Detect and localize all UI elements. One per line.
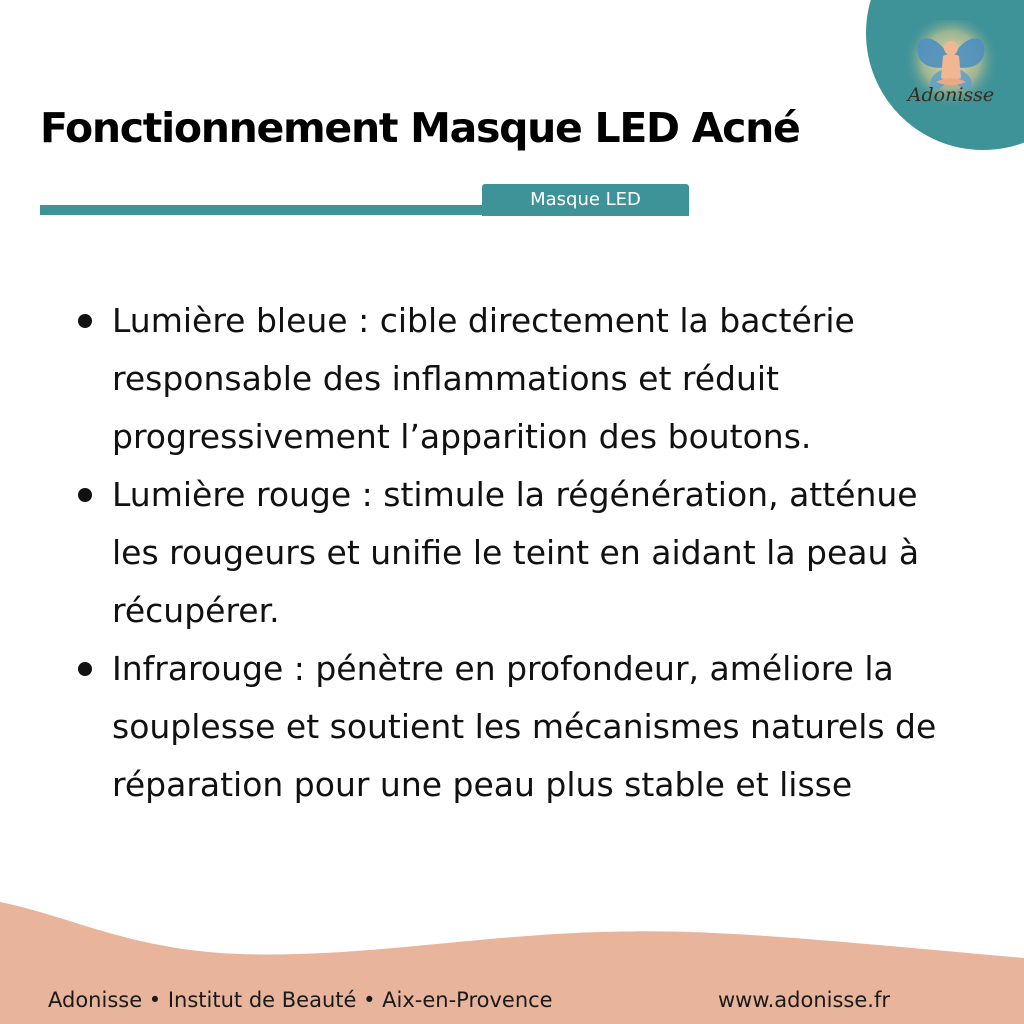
footer-institute: Adonisse • Institut de Beauté • Aix-en-Provence xyxy=(48,988,553,1012)
list-item xyxy=(72,466,972,640)
page-title: Fonctionnement Masque LED Acné xyxy=(40,104,800,152)
list-item xyxy=(72,292,972,466)
bullet-dot-icon xyxy=(78,662,92,676)
category-tag: Masque LED xyxy=(482,184,689,216)
bullet-text: Lumière bleue : cible directement la bactérie responsable des inflammations et réduit progressivement l’apparition des boutons. xyxy=(112,301,855,456)
bullet-dot-icon xyxy=(78,488,92,502)
bullet-text: Infrarouge : pénètre en profondeur, améliore la souplesse et soutient les mécanismes naturels de réparation pour une peau plus stable et lisse xyxy=(112,649,937,804)
bullet-text: Lumière rouge : stimule la régénération, atténue les rougeurs et unifie le teint en aidant la peau à récupérer. xyxy=(112,475,920,630)
title-divider xyxy=(40,205,500,215)
footer-website-link[interactable]: www.adonisse.fr xyxy=(718,988,890,1012)
bullet-dot-icon xyxy=(78,314,92,328)
list-item xyxy=(72,640,972,814)
bullet-list xyxy=(72,292,972,814)
logo-wordmark: Adonisse xyxy=(907,84,995,106)
